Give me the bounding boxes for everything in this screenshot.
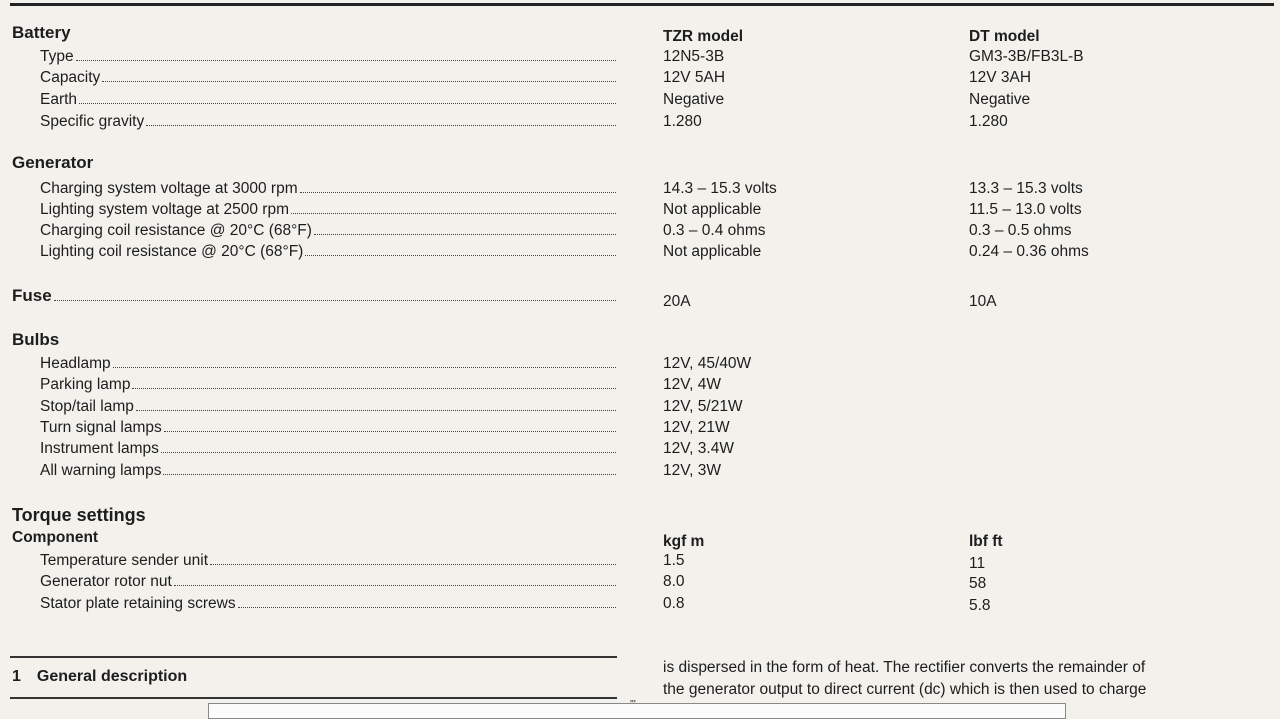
fuse-row [0,285,1280,310]
dt-value: GM3-3B/FB3L-B [969,48,1084,65]
spec-row [0,396,1280,418]
tzr-value: 0.3 – 0.4 ohms [663,222,766,239]
paragraph-line: is dispersed in the form of heat. The rectifier converts the remainder of [663,659,1146,676]
spec-label: Lighting coil resistance @ 20°C (68°F) [40,243,304,260]
generator-heading: Generator [12,153,94,172]
spec-label: Headlamp [40,355,111,372]
spec-label: All warning lamps [40,462,162,479]
top-rule [10,3,1274,6]
spec-row [0,46,1280,68]
dt-value: 1.280 [969,113,1008,130]
spec-row [0,438,1280,460]
bulb-value: 12V, 45/40W [663,355,752,372]
bulb-value: 12V, 3.4W [663,440,734,457]
bulb-value: 12V, 4W [663,376,722,393]
battery-heading: Battery [12,23,71,42]
spec-label: Instrument lamps [40,440,159,457]
section-rule [10,697,617,699]
kgfm-value: 0.8 [663,595,685,612]
bulb-value: 12V, 5/21W [663,398,743,415]
tzr-value: Not applicable [663,201,762,218]
kgfm-value: 1.5 [663,552,685,569]
spec-row [0,199,1280,221]
spec-row [0,571,1280,593]
spec-label: Earth [40,91,78,108]
tzr-value: 14.3 – 15.3 volts [663,180,777,197]
tzr-value: 12V 5AH [663,69,726,86]
spec-row [0,67,1280,89]
lbfft-value: 5.8 [969,597,991,614]
spec-row [0,241,1280,263]
lbfft-header: lbf ft [969,533,1003,550]
spec-row [0,220,1280,242]
spec-row [0,178,1280,200]
dt-value: 12V 3AH [969,69,1032,86]
dt-value: 10A [969,293,997,310]
spec-label: Generator rotor nut [40,573,172,590]
spec-label: Capacity [40,69,101,86]
torque-heading: Torque settings [12,505,146,525]
spec-label: Turn signal lamps [40,419,162,436]
paragraph-line: the generator output to direct current (dc) which is then used to charge [663,681,1147,698]
dt-value: Negative [969,91,1031,108]
spec-row [0,374,1280,396]
tzr-value: 20A [663,293,691,310]
spec-row [0,460,1280,482]
spec-label: Charging system voltage at 3000 rpm [40,180,298,197]
spec-row [0,550,1280,572]
section-title-text: General description [36,668,188,685]
dt-value: 0.24 – 0.36 ohms [969,243,1089,260]
spec-row [0,89,1280,111]
bulb-value: 12V, 21W [663,419,730,436]
tzr-model-header: TZR model [663,28,744,45]
kgfm-value: 8.0 [663,573,685,590]
spec-label: Parking lamp [40,376,131,393]
dt-value: 11.5 – 13.0 volts [969,201,1082,218]
section-rule [10,656,617,658]
tzr-value: 12N5-3B [663,48,725,65]
spec-label: Lighting system voltage at 2500 rpm [40,201,289,218]
overlay-box [208,703,1066,719]
battery-header-row [0,26,1280,48]
bulbs-heading: Bulbs [12,330,60,349]
dt-model-header: DT model [969,28,1040,45]
section-title [12,666,187,688]
section-number: 1 [12,668,21,685]
kgfm-header: kgf m [663,533,705,550]
dt-value: 13.3 – 15.3 volts [969,180,1083,197]
dt-value: 0.3 – 0.5 ohms [969,222,1072,239]
spec-label: Temperature sender unit [40,552,209,569]
spec-label: Type [40,48,74,65]
spec-row [0,353,1280,375]
tzr-value: Negative [663,91,725,108]
tzr-value: Not applicable [663,243,762,260]
spec-row [0,593,1280,615]
lbfft-value: 11 [969,555,986,572]
tzr-value: 1.280 [663,113,702,130]
lbfft-value: 58 [969,575,987,592]
component-header: Component [12,529,99,546]
torque-header-row [0,527,1280,549]
bulb-value: 12V, 3W [663,462,722,479]
overlay-mark: ''' [630,699,636,710]
fuse-label: Fuse [12,286,52,305]
spec-row [0,111,1280,133]
spec-row [0,417,1280,439]
spec-label: Specific gravity [40,113,145,130]
spec-label: Charging coil resistance @ 20°C (68°F) [40,222,312,239]
spec-label: Stop/tail lamp [40,398,134,415]
spec-label: Stator plate retaining screws [40,595,236,612]
